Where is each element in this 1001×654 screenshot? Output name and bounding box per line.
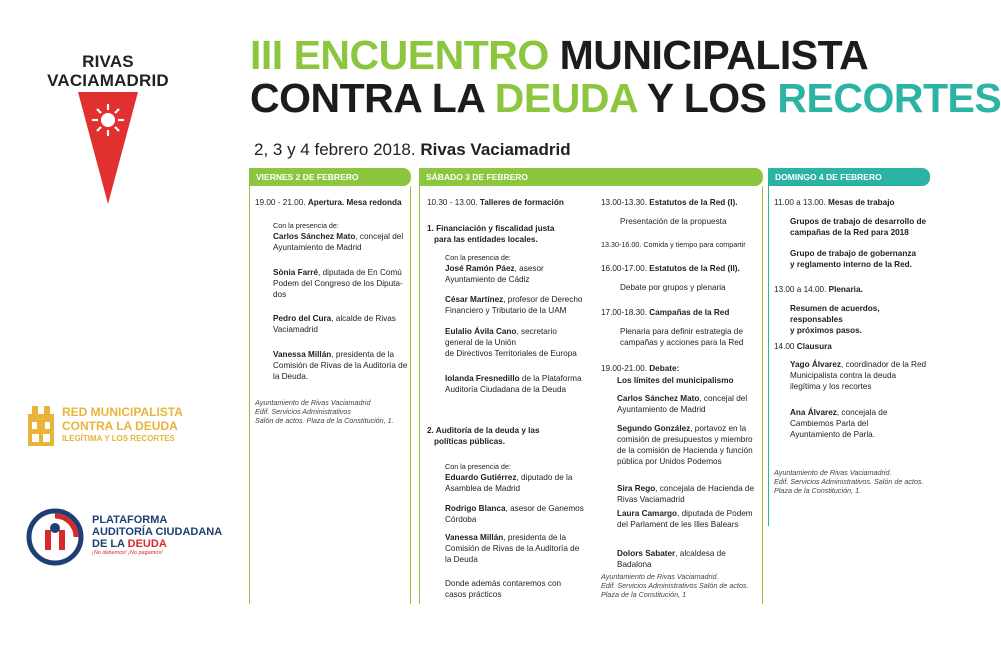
speaker-role: , diputada de Podem	[677, 509, 753, 518]
speaker-role: , profesor de Derecho	[503, 295, 583, 304]
workshop-title	[427, 223, 597, 245]
speaker-role: , diputado de la	[516, 473, 573, 482]
event-place: Rivas Vaciamadrid	[420, 140, 571, 159]
domingo-item	[774, 197, 930, 208]
sabado-time1: 10.30 - 13.00.	[427, 198, 478, 207]
speaker-role: , concejala de	[836, 408, 888, 417]
sub-line: Grupos de trabajo de desarrollo de	[790, 217, 927, 226]
item-title: Mesas de trabajo	[828, 198, 895, 207]
sabado-item-sub: Presentación de la propuesta	[620, 217, 727, 226]
sabado-speaker	[445, 503, 595, 525]
item-time: 17.00-18.30.	[601, 308, 647, 317]
item-title: Campañas de la Red	[649, 308, 730, 317]
sabado-item	[601, 197, 761, 208]
location-line: Ayuntamiento de Rivas Vaciamadrid.	[774, 468, 892, 477]
speaker-role: Podem del Congreso de los Diputa-	[273, 279, 403, 288]
viernes-speaker	[273, 267, 409, 300]
location-line: Ayuntamiento de Rivas Vaciamadrid	[255, 398, 371, 407]
speaker-role: , asesor de Ganemos	[505, 504, 584, 513]
sabado-note	[445, 578, 595, 600]
note-line: casos prácticos	[445, 590, 502, 599]
sub-line: campañas y acciones para la Red	[620, 338, 744, 347]
rivas-logo-line1: RIVAS	[82, 52, 134, 71]
speaker-name: José Ramón Páez	[445, 264, 515, 273]
domingo-item	[774, 341, 930, 352]
speaker-name: Carlos Sánchez Mato	[273, 232, 356, 241]
speaker-name: Segundo González	[617, 424, 691, 433]
speaker-role: del Parlament de les Illes Balears	[617, 520, 739, 529]
location-line: Plaza de la Constitución, 1.	[774, 486, 862, 495]
column-domingo	[768, 168, 930, 604]
item-title: Estatutos de la Red (II).	[649, 264, 740, 273]
column-sabado	[419, 168, 763, 604]
domingo-sub	[790, 216, 930, 238]
speaker-name: Vanessa Millán	[273, 350, 332, 359]
column-viernes	[249, 168, 411, 604]
workshop-title	[427, 425, 597, 447]
header-sabado: SÁBADO 3 DE FEBRERO	[419, 168, 763, 186]
viernes-title1: Apertura. Mesa redonda	[307, 198, 402, 207]
speaker-role: , presidenta de la	[331, 350, 395, 359]
speaker-role: Vaciamadrid	[273, 325, 318, 334]
speaker-role: pública por Unidos Podemos	[617, 457, 722, 466]
sabado-item	[427, 197, 597, 208]
speaker-role: , diputada de En Comú	[318, 268, 402, 277]
header-domingo: DOMINGO 4 DE FEBRERO	[768, 168, 930, 186]
red-logo-line3: ILEGÍTIMA Y LOS RECORTES	[62, 434, 175, 443]
title-part: DEUDA	[494, 75, 637, 121]
item-title: Estatutos de la Red (I).	[649, 198, 738, 207]
domingo-speaker	[790, 407, 930, 440]
viernes-location	[255, 398, 411, 425]
sabado-item: 13.30-16.00. Comida y tiempo para compartir	[601, 240, 746, 249]
location-line: Ayuntamiento de Rivas Vaciamadrid.	[601, 572, 719, 581]
speaker-role: , asesor	[514, 264, 544, 273]
speaker-role: Asamblea de Madrid	[445, 484, 521, 493]
viernes-speaker	[273, 349, 409, 382]
speaker-role: Municipalista contra la deuda	[790, 371, 897, 380]
speaker-name: Carlos Sánchez Mato	[617, 394, 700, 403]
sub-line: y próximos pasos.	[790, 326, 862, 335]
audit-circle-icon	[26, 508, 84, 566]
speaker-role: Ayuntamiento de Cádiz	[445, 275, 530, 284]
sub-line: Resumen de acuerdos, responsables	[790, 304, 880, 324]
speaker-role: Ayuntamiento de Madrid	[617, 405, 706, 414]
speaker-name: Eduardo Gutiérrez	[445, 473, 517, 482]
speaker-role: Córdoba	[445, 515, 477, 524]
speaker-role: la Deuda.	[273, 372, 309, 381]
workshop-line: 2. Auditoría de la deuda y las	[427, 426, 540, 435]
item-time: 16.00-17.00.	[601, 264, 647, 273]
domingo-location	[774, 468, 930, 495]
item-time: 13.00 a 14.00.	[774, 285, 827, 294]
sabado-item-sub	[617, 375, 757, 386]
debate-speaker	[617, 393, 762, 415]
sabado-item	[601, 307, 761, 318]
plataforma-tagline: ¡No debemos! ¡No pagamos!	[92, 550, 163, 556]
title-part: III ENCUENTRO	[250, 32, 549, 78]
debate-speaker	[617, 548, 762, 570]
sabado-speaker	[445, 472, 595, 494]
plataforma-line1: PLATAFORMA	[92, 514, 168, 526]
sabado-speaker	[445, 263, 595, 285]
item-title: Plenaria.	[828, 285, 863, 294]
location-line: Plaza de la Constitución, 1	[601, 590, 687, 599]
item-time: 13.00-13.30.	[601, 198, 647, 207]
workshop-line: 1. Financiación y fiscalidad justa	[427, 224, 555, 233]
speaker-role: Auditoría Ciudadana de la Deuda	[445, 385, 567, 394]
speaker-role: , presidenta de la	[503, 533, 567, 542]
sabado-item-sub: Debate por grupos y plenaria	[620, 283, 726, 292]
title-part: RECORTES	[777, 75, 1001, 121]
plataforma-line3a: DE LA	[92, 538, 128, 550]
speaker-role: , alcaldesa de Badalona	[617, 549, 726, 569]
speaker-role: Comisión de Rivas de la Auditoría de	[445, 544, 580, 553]
location-line: Edif. Servicios Administrativos	[255, 407, 351, 416]
speaker-role: de la Plataforma	[519, 374, 582, 383]
sub-line: Grupo de trabajo de gobernanza	[790, 249, 917, 258]
speaker-role: Rivas Vaciamadrid	[617, 495, 685, 504]
red-logo-line1: RED MUNICIPALISTA	[62, 405, 183, 419]
speaker-name: Sira Rego	[617, 484, 656, 493]
sabado-speaker	[445, 326, 595, 359]
speaker-role: , secretario	[516, 327, 557, 336]
speaker-role: , concejal del	[699, 394, 748, 403]
speaker-name: Vanessa Millán	[445, 533, 504, 542]
item-time: 14.00	[774, 342, 795, 351]
speaker-role: , portavoz en la	[690, 424, 747, 433]
sabado-location	[601, 572, 761, 599]
speaker-role: dos	[273, 290, 287, 299]
title-part: CONTRA LA	[250, 75, 484, 121]
sabado-con: Con la presencia de:	[445, 462, 511, 471]
speaker-name: Dolors Sabater	[617, 549, 676, 558]
sabado-item	[601, 363, 761, 374]
column-divider	[762, 186, 763, 604]
note-line: Donde además contaremos con	[445, 579, 562, 588]
column-divider	[410, 186, 411, 604]
speaker-name: Rodrigo Blanca	[445, 504, 506, 513]
column-divider	[419, 186, 420, 604]
speaker-name: Iolanda Fresnedillo	[445, 374, 520, 383]
sabado-con: Con la presencia de:	[445, 253, 511, 262]
domingo-sub	[790, 303, 930, 336]
location-line: Edif. Servicios Administrativos. Salón de actos.	[774, 477, 924, 486]
sabado-speaker	[445, 294, 595, 316]
workshop-line: políticas públicas.	[434, 437, 505, 446]
location-line: Salón de actos. Plaza de la Constitución, 1.	[255, 416, 394, 425]
domingo-speaker	[790, 359, 930, 392]
title-part: MUNICIPALISTA	[559, 32, 869, 78]
domingo-sub	[790, 248, 930, 270]
speaker-role: , concejala de Hacienda de	[655, 484, 755, 493]
building-icon	[26, 404, 56, 448]
speaker-name: Laura Camargo	[617, 509, 678, 518]
speaker-name: Ana Álvarez	[790, 408, 837, 417]
viernes-time1: 19.00 - 21.00.	[255, 198, 306, 207]
speaker-role: , concejal del	[355, 232, 404, 241]
sub-line: y reglamento interno de la Red.	[790, 260, 912, 269]
speaker-role: ilegítima y los recortes	[790, 382, 872, 391]
speaker-role: Ayuntamiento de Madrid	[273, 243, 362, 252]
sub-line: Plenaria para definir estrategia de	[620, 327, 743, 336]
speaker-role: de la comisión de Hacienda y función	[617, 446, 753, 455]
item-time: 11.00 a 13.00.	[774, 198, 826, 207]
debate-speaker	[617, 483, 762, 505]
speaker-name: Eulalio Ávila Cano	[445, 327, 517, 336]
location-line: Edif. Servicios Administrativos Salón de actos.	[601, 581, 749, 590]
viernes-speaker	[273, 313, 409, 335]
domingo-item	[774, 284, 930, 295]
event-dates	[254, 140, 571, 160]
viernes-speaker	[273, 231, 409, 253]
sabado-item-sub	[620, 326, 760, 348]
speaker-role: general de la Unión	[445, 338, 517, 347]
viernes-item	[255, 197, 411, 208]
plataforma-line2: AUDITORÍA CIUDADANA	[92, 526, 223, 538]
title-part: Y LOS	[646, 75, 767, 121]
sabado-item	[601, 263, 761, 274]
sub-line: campañas de la Red para 2018	[790, 228, 909, 237]
speaker-role: , coordinador de la Red	[840, 360, 927, 369]
sabado-speaker	[445, 532, 595, 565]
sabado-title1: Talleres de formación	[479, 198, 564, 207]
speaker-role: Ayuntamiento de Parla.	[790, 430, 875, 439]
speaker-role: comisión de presupuestos y miembro	[617, 435, 753, 444]
column-divider	[249, 186, 250, 604]
sabado-speaker	[445, 373, 595, 395]
debate-speaker	[617, 508, 762, 530]
speaker-role: de Directivos Territoriales de Europa	[445, 349, 577, 358]
speaker-name: Pedro del Cura	[273, 314, 332, 323]
column-divider	[768, 186, 769, 526]
speaker-role: Financiero y Tributario de la UAM	[445, 306, 567, 315]
red-logo-line2: CONTRA LA DEUDA	[62, 419, 178, 433]
speaker-name: Sònia Farré	[273, 268, 319, 277]
speaker-role: Comisión de Rivas de la Auditoría de	[273, 361, 408, 370]
event-dates-text: 2, 3 y 4 febrero 2018.	[254, 140, 416, 159]
item-time: 19.00-21.00.	[601, 364, 647, 373]
item-title: Clausura	[796, 342, 832, 351]
speaker-role: Cambiemos Parla del	[790, 419, 869, 428]
speaker-role: , alcalde de Rivas	[331, 314, 396, 323]
viernes-con: Con la presencia de:	[273, 221, 339, 230]
sub-title: Los límites del municipalismo	[617, 376, 734, 385]
debate-speaker	[617, 423, 762, 467]
speaker-name: César Martínez	[445, 295, 504, 304]
rivas-logo-line2: VACIAMADRID	[47, 71, 169, 90]
rivas-emblem-icon	[78, 92, 138, 204]
speaker-name: Yago Álvarez	[790, 360, 841, 369]
speaker-role: la Deuda	[445, 555, 478, 564]
rivas-logo	[38, 52, 178, 90]
plataforma-line3b: DEUDA	[127, 538, 167, 550]
item-title: Debate:	[649, 364, 680, 373]
workshop-line: para las entidades locales.	[434, 235, 538, 244]
page-title	[250, 34, 1001, 120]
header-viernes: VIERNES 2 DE FEBRERO	[249, 168, 411, 186]
